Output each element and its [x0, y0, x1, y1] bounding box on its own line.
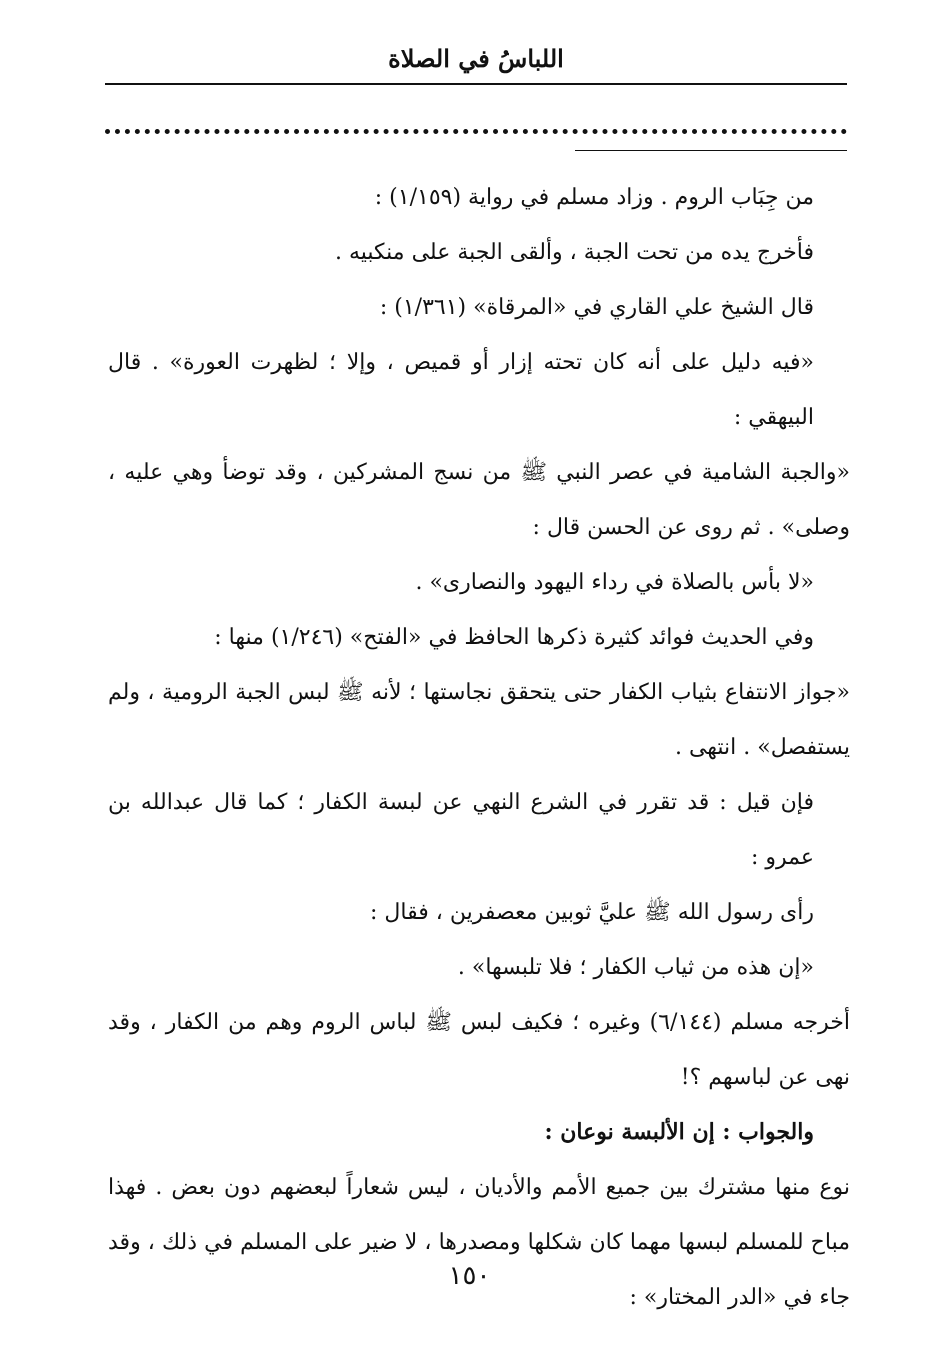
paragraph-12: أخرجه مسلم (٦/١٤٤) وغيره ؛ فكيف لبس ﷺ لباس الروم وهم من الكفار ، وقد نهى عن لباسهم ؟! — [108, 1010, 850, 1090]
paragraph-14: نوع منها مشترك بين جميع الأمم والأديان ، ليس شعاراً لبعضهم دون بعض . فهذا مباح للمسلم لبسها مهما كان شكلها ومصدرها ، لا ضير على المسلم في ذلك ، وقد جاء في «الدر المختار» : — [108, 1175, 850, 1310]
paragraph-4: «فيه دليل على أنه كان تحته إزار أو قميص ، وإلا ؛ لظهرت العورة» . قال البيهقي : — [108, 350, 814, 430]
paragraph-5: «والجبة الشامية في عصر النبي ﷺ من نسج المشركين ، وقد توضأ وهي عليه ، وصلى» . ثم روى عن الحسن قال : — [108, 460, 850, 540]
paragraph-6: «لا بأس بالصلاة في رداء اليهود والنصارى» . — [415, 570, 814, 595]
dotted-separator — [105, 129, 847, 134]
paragraph-9: فإن قيل : قد تقرر في الشرع النهي عن لبسة الكفار ؛ كما قال عبدالله بن عمرو : — [108, 790, 814, 870]
paragraph-1: من جِبَاب الروم . وزاد مسلم في رواية (١/١٥٩) : — [374, 185, 814, 210]
paragraph-8: «جواز الانتفاع بثياب الكفار حتى يتحقق نجاستها ؛ لأنه ﷺ لبس الجبة الرومية ، ولم يستفصل» . انتهى . — [108, 680, 850, 760]
paragraph-7: وفي الحديث فوائد كثيرة ذكرها الحافظ في «الفتح» (١/٢٤٦) منها : — [214, 625, 814, 650]
page-header-title: اللباسُ في الصلاة — [388, 44, 564, 73]
paragraph-10: رأى رسول الله ﷺ عليَّ ثوبين معصفرين ، فقال : — [370, 900, 814, 925]
footnote-continuation-rule — [575, 150, 847, 151]
page-number: ١٥٠ — [448, 1261, 491, 1291]
paragraph-3: قال الشيخ علي القاري في «المرقاة» (١/٣٦١) : — [379, 295, 814, 320]
body-text — [108, 170, 850, 1325]
paragraph-11: «إن هذه من ثياب الكفار ؛ فلا تلبسها» . — [457, 955, 814, 980]
header-rule — [105, 83, 847, 85]
paragraph-13-heading: والجواب : إن الألبسة نوعان : — [544, 1119, 814, 1145]
paragraph-2: فأخرج يده من تحت الجبة ، وألقى الجبة على منكبيه . — [334, 240, 814, 265]
